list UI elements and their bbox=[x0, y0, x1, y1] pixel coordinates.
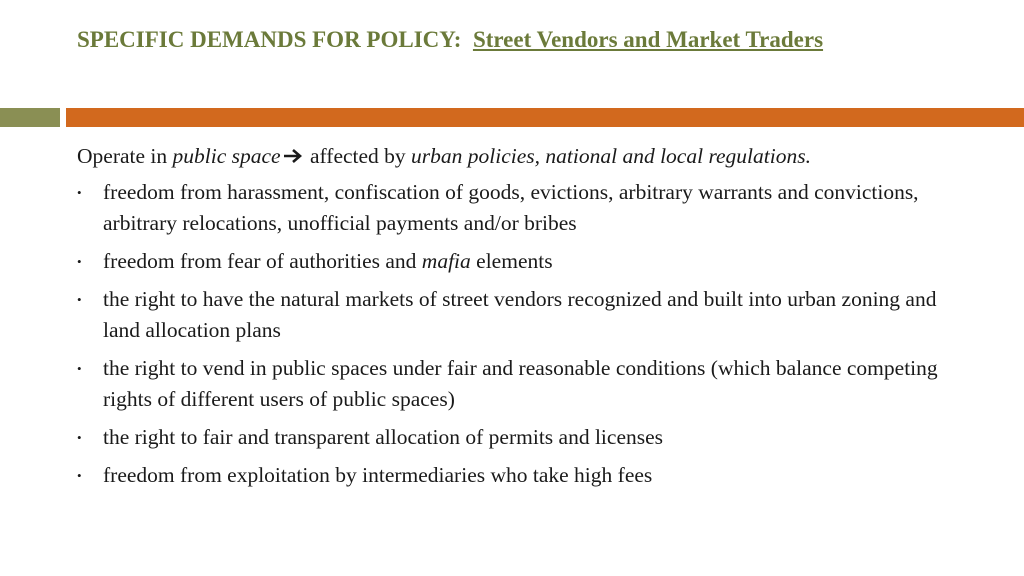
bullet-icon: • bbox=[77, 254, 82, 269]
list-item-italic: mafia bbox=[421, 249, 471, 273]
list-item bbox=[77, 177, 977, 239]
intro-line bbox=[77, 141, 977, 172]
list-item bbox=[77, 353, 977, 415]
slide-title bbox=[77, 24, 877, 56]
intro-text-2: affected by bbox=[304, 144, 412, 168]
accent-bar-orange bbox=[66, 108, 1024, 127]
bullet-icon: • bbox=[77, 361, 82, 376]
title-link[interactable]: Street Vendors and Market Traders bbox=[472, 27, 824, 52]
list-item-text: elements bbox=[470, 249, 553, 273]
bullet-icon: • bbox=[77, 430, 82, 445]
list-item bbox=[77, 422, 977, 453]
intro-italic-1: public space bbox=[172, 144, 281, 168]
intro-italic-2: urban policies, national and local regulations. bbox=[411, 144, 811, 168]
list-item-text: freedom from exploitation by intermediaries who take high fees bbox=[103, 463, 653, 487]
slide-body bbox=[77, 141, 977, 498]
list-item bbox=[77, 460, 977, 491]
intro-text-1: Operate in bbox=[77, 144, 173, 168]
bullet-icon: • bbox=[77, 468, 82, 483]
right-arrow-icon bbox=[283, 148, 303, 164]
list-item-text: the right to fair and transparent allocation of permits and licenses bbox=[103, 425, 664, 449]
bullet-icon: • bbox=[77, 292, 82, 307]
list-item-text: freedom from fear of authorities and bbox=[103, 249, 422, 273]
list-item-text: the right to have the natural markets of street vendors recognized and built into urban zoning and land allocation plans bbox=[103, 287, 937, 342]
demands-list bbox=[77, 177, 977, 491]
accent-bar-olive bbox=[0, 108, 60, 127]
list-item bbox=[77, 284, 977, 346]
bullet-icon: • bbox=[77, 185, 82, 200]
list-item bbox=[77, 246, 977, 277]
title-prefix: SPECIFIC DEMANDS FOR POLICY: bbox=[77, 27, 462, 52]
list-item-text: freedom from harassment, confiscation of goods, evictions, arbitrary warrants and convictions, arbitrary relocations, unofficial payments and/or bribes bbox=[103, 180, 919, 235]
list-item-text: the right to vend in public spaces under fair and reasonable conditions (which balance competing rights of different users of public spaces) bbox=[103, 356, 938, 411]
